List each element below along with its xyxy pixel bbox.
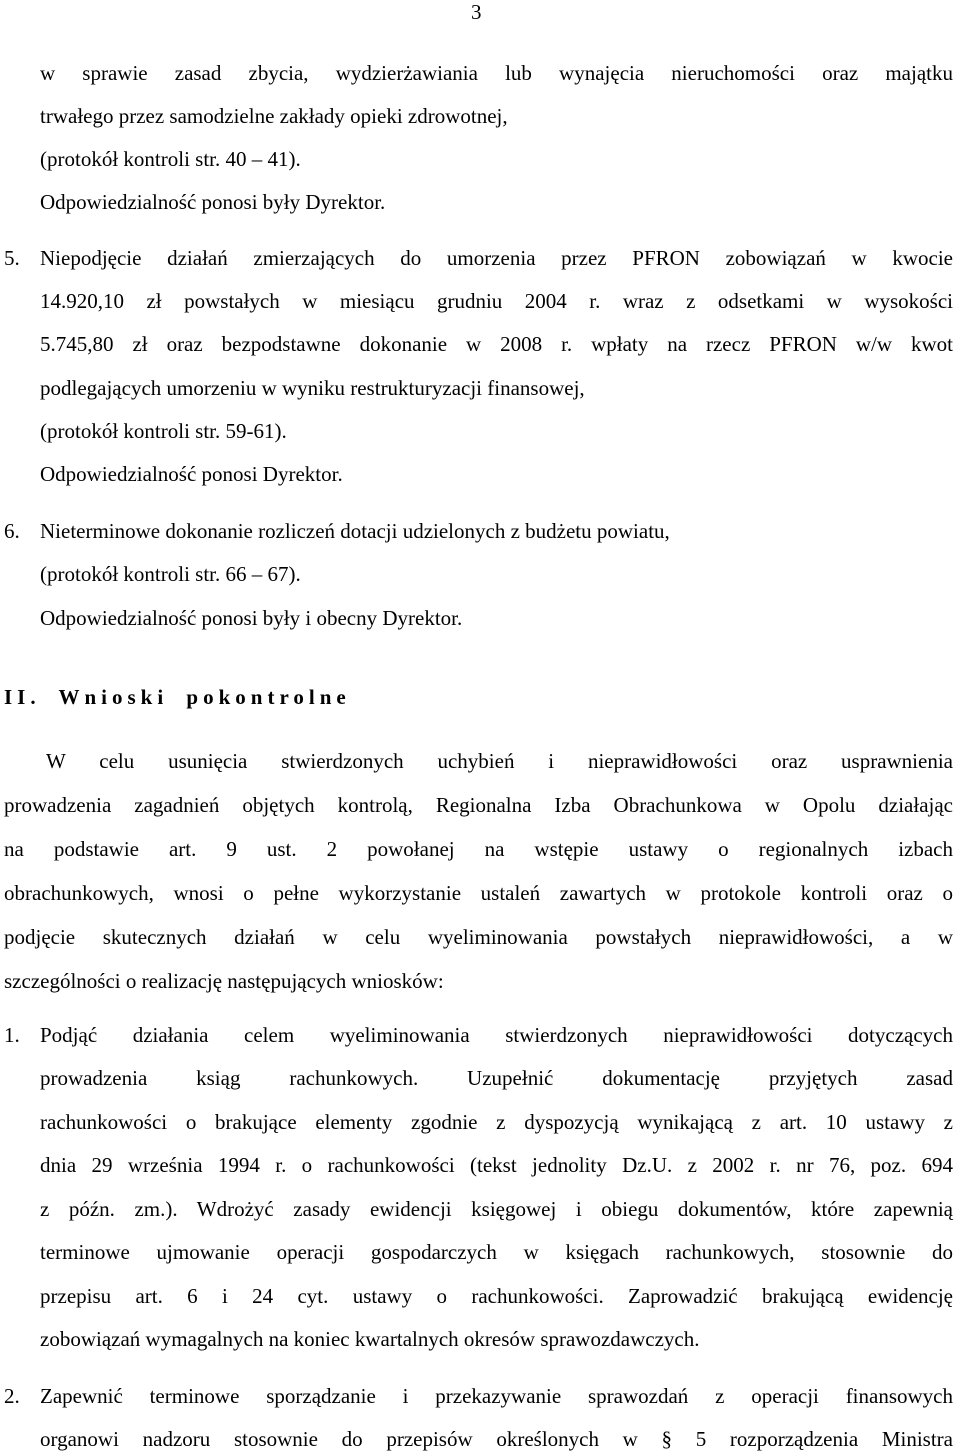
section-heading: II. Wnioski pokontrolne <box>4 685 351 709</box>
list-number: 2. <box>4 1384 20 1408</box>
text-line: terminowe ujmowanie operacji gospodarczych w księgach rachunkowych, stosownie do <box>40 1240 953 1264</box>
text-line: prowadzenia ksiąg rachunkowych. Uzupełnić dokumentację przyjętych zasad <box>40 1066 953 1090</box>
text-line: W celu usunięcia stwierdzonych uchybień i nieprawidłowości oraz usprawnienia <box>46 749 953 773</box>
text-line: Podjąć działania celem wyeliminowania stwierdzonych nieprawidłowości dotyczących <box>40 1023 953 1047</box>
text-line: zobowiązań wymagalnych na koniec kwartalnych okresów sprawozdawczych. <box>40 1327 700 1351</box>
text-line: podlegających umorzeniu w wyniku restrukturyzacji finansowej, <box>40 376 585 400</box>
text-line: prowadzenia zagadnień objętych kontrolą, Regionalna Izba Obrachunkowa w Opolu działając <box>4 793 953 817</box>
text-line: 14.920,10 zł powstałych w miesiącu grudniu 2004 r. wraz z odsetkami w wysokości <box>40 289 953 313</box>
list-number: 5. <box>4 246 20 270</box>
list-number: 1. <box>4 1023 20 1047</box>
text-line: Odpowiedzialność ponosi były i obecny Dyrektor. <box>40 606 463 630</box>
text-line: w sprawie zasad zbycia, wydzierżawiania lub wynajęcia nieruchomości oraz majątku <box>40 61 953 85</box>
text-line: Odpowiedzialność ponosi Dyrektor. <box>40 462 343 486</box>
text-line: rachunkowości o brakujące elementy zgodnie z dyspozycją wynikającą z art. 10 ustawy z <box>40 1110 953 1134</box>
text-line: (protokół kontroli str. 59-61). <box>40 419 287 443</box>
page-number: 3 <box>471 0 482 24</box>
text-line: przepisu art. 6 i 24 cyt. ustawy o rachunkowości. Zaprowadzić brakującą ewidencję <box>40 1284 953 1308</box>
text-line: Odpowiedzialność ponosi były Dyrektor. <box>40 190 386 214</box>
text-line: na podstawie art. 9 ust. 2 powołanej na wstępie ustawy o regionalnych izbach <box>4 837 953 861</box>
text-line: z późn. zm.). Wdrożyć zasady ewidencji księgowej i obiegu dokumentów, które zapewnią <box>40 1197 953 1221</box>
text-line: (protokół kontroli str. 40 – 41). <box>40 147 301 171</box>
text-line: obrachunkowych, wnosi o pełne wykorzystanie ustaleń zawartych w protokole kontroli oraz o <box>4 881 953 905</box>
text-line: szczególności o realizację następujących wniosków: <box>4 969 444 993</box>
text-line: (protokół kontroli str. 66 – 67). <box>40 562 301 586</box>
text-line: trwałego przez samodzielne zakłady opieki zdrowotnej, <box>40 104 508 128</box>
list-number: 6. <box>4 519 20 543</box>
text-line: 5.745,80 zł oraz bezpodstawne dokonanie w 2008 r. wpłaty na rzecz PFRON w/w kwot <box>40 332 953 356</box>
text-line: Zapewnić terminowe sporządzanie i przekazywanie sprawozdań z operacji finansowych <box>40 1384 953 1408</box>
text-line: organowi nadzoru stosownie do przepisów określonych w § 5 rozporządzenia Ministra <box>40 1427 953 1451</box>
text-line: Niepodjęcie działań zmierzających do umorzenia przez PFRON zobowiązań w kwocie <box>40 246 953 270</box>
text-line: Nieterminowe dokonanie rozliczeń dotacji udzielonych z budżetu powiatu, <box>40 519 670 543</box>
text-line: dnia 29 września 1994 r. o rachunkowości (tekst jednolity Dz.U. z 2002 r. nr 76, poz. 694 <box>40 1153 953 1177</box>
text-line: podjęcie skutecznych działań w celu wyeliminowania powstałych nieprawidłowości, a w <box>4 925 953 949</box>
